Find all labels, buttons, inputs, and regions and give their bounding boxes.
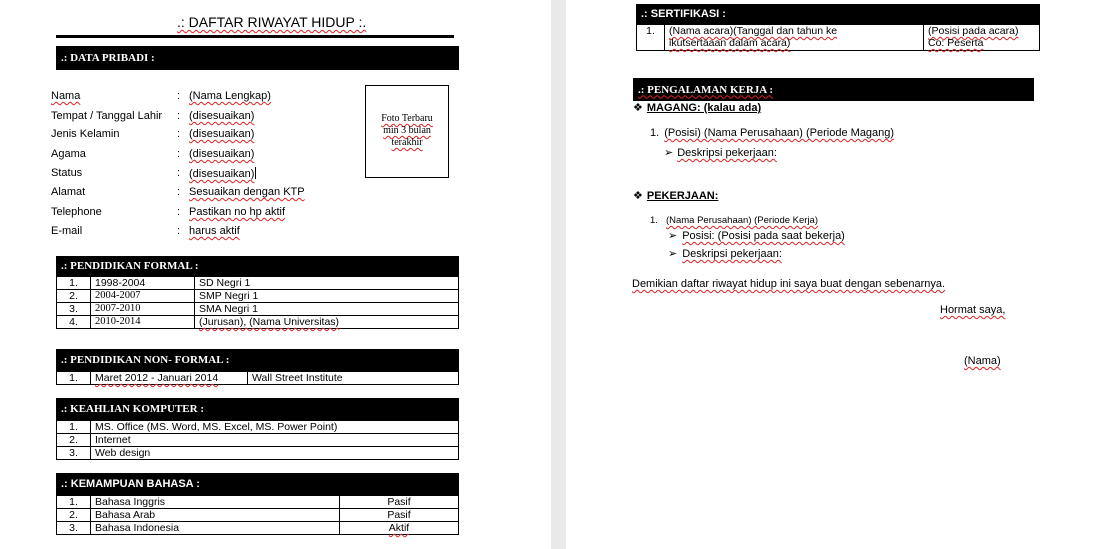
pekerjaan-item: 1. (Nama Perusahaan) (Periode Kerja) xyxy=(650,215,819,226)
table-row: 1. MS. Office (MS. Word, MS. Excel, MS. Power Point) xyxy=(57,421,459,434)
position-line: Co: Peserta xyxy=(928,37,984,49)
arrow-bullet-icon: ➢ xyxy=(664,147,674,159)
field-sep: : xyxy=(177,90,181,102)
field-value-telephone[interactable]: Pastikan no hp aktif xyxy=(189,206,286,218)
table-row: 3. Bahasa Indonesia Aktif xyxy=(57,522,459,535)
pengalaman-kerja-header: .: PENGALAMAN KERJA : xyxy=(633,78,1034,101)
table-row: 3. Web design xyxy=(57,447,459,460)
table-row: 2. Bahasa Arab Pasif xyxy=(57,509,459,522)
field-sep: : xyxy=(177,110,181,122)
position-line: (Posisi pada acara) xyxy=(928,25,1019,37)
field-value-nama[interactable]: (Nama Lengkap) xyxy=(189,90,271,102)
field-label-alamat: Alamat xyxy=(51,186,86,198)
table-row: 1. (Nama acara)(Tanggal dan tahun ke ikutsertaaan dalam acara) (Posisi pada acara) Co: Peserta xyxy=(637,25,1040,51)
page-right xyxy=(566,0,1115,549)
pendidikan-formal-table xyxy=(56,276,459,329)
field-sep: : xyxy=(177,225,181,237)
field-label-nama: Nama xyxy=(51,90,81,102)
field-sep: : xyxy=(177,128,181,140)
pekerjaan-posisi: ➢ Posisi: (Posisi pada saat bekerja) xyxy=(668,230,845,242)
field-value-email[interactable]: harus aktif xyxy=(189,225,240,237)
photo-caption-line: terakhir xyxy=(391,137,423,148)
kemampuan-bahasa-table xyxy=(56,495,459,535)
data-pribadi-header: .: DATA PRIBADI : xyxy=(56,46,459,70)
sertifikasi-header: .: SERTIFIKASI : xyxy=(636,4,1040,24)
keahlian-komputer-header: .: KEAHLIAN KOMPUTER : xyxy=(56,398,459,420)
field-sep: : xyxy=(177,148,181,160)
arrow-bullet-icon: ➢ xyxy=(668,248,678,260)
pendidikan-non-formal-table xyxy=(56,371,459,385)
field-value-ttl[interactable]: (disesuaikan) xyxy=(189,110,255,122)
magang-item: 1. (Posisi) (Nama Perusahaan) (Periode Magang) xyxy=(650,127,895,139)
pekerjaan-desc: ➢ Deskripsi pekerjaan: xyxy=(668,248,782,260)
closing-statement: Demikian daftar riwayat hidup ini saya buat dengan sebenarnya. xyxy=(632,278,946,290)
closing-regards: Hormat saya, xyxy=(940,304,1006,316)
field-value-status[interactable]: (disesuaikan) xyxy=(189,168,255,180)
field-value-alamat[interactable]: Sesuaikan dengan KTP xyxy=(189,186,305,198)
table-row: 2. 2004-2007 SMP Negri 1 xyxy=(57,290,459,303)
signature-name: (Nama) xyxy=(964,355,1001,367)
document-title: .: DAFTAR RIWAYAT HIDUP :. xyxy=(177,14,367,30)
diamond-bullet-icon: ❖ xyxy=(633,190,643,202)
table-row: 4. 2010-2014 (Jurusan), (Nama Universitas) xyxy=(57,316,459,329)
title-rule xyxy=(56,35,454,38)
field-label-jenis-kelamin: Jenis Kelamin xyxy=(51,128,120,140)
diamond-bullet-icon: ❖ xyxy=(633,102,643,114)
event-line: (Nama acara)(Tanggal dan tahun ke xyxy=(669,25,838,37)
magang-desc: ➢ Deskripsi pekerjaan: xyxy=(664,147,777,159)
field-sep: : xyxy=(177,167,181,179)
pekerjaan-heading: ❖ PEKERJAAN: xyxy=(633,190,719,202)
field-value-agama[interactable]: (disesuaikan) xyxy=(189,148,255,160)
pendidikan-non-formal-header: .: PENDIDIKAN NON- FORMAL : xyxy=(56,349,459,371)
field-label-status: Status xyxy=(51,167,83,179)
photo-placeholder[interactable] xyxy=(365,85,449,178)
photo-caption-line: Foto Terbaru xyxy=(381,113,433,124)
field-value-jenis-kelamin[interactable]: (disesuaikan) xyxy=(189,128,255,140)
pendidikan-formal-header: .: PENDIDIKAN FORMAL : xyxy=(56,256,459,276)
magang-heading: ❖ MAGANG: (kalau ada) xyxy=(633,102,762,114)
field-sep: : xyxy=(177,186,181,198)
table-row: 3. 2007-2010 SMA Negri 1 xyxy=(57,303,459,316)
table-row: 1. Maret 2012 - Januari 2014 Wall Street Institute xyxy=(57,372,459,385)
page-left xyxy=(0,0,551,549)
kemampuan-bahasa-header: .: KEMAMPUAN BAHASA : xyxy=(56,473,459,495)
field-sep: : xyxy=(177,206,181,218)
field-label-ttl: Tempat / Tanggal Lahir xyxy=(51,110,163,122)
arrow-bullet-icon: ➢ xyxy=(668,230,678,242)
event-line: ikutsertaaan dalam acara) xyxy=(669,37,791,49)
field-label-email: E-mail xyxy=(51,225,83,237)
field-label-agama: Agama xyxy=(51,148,86,160)
text-cursor xyxy=(255,167,256,179)
table-row: 1. Bahasa Inggris Pasif xyxy=(57,496,459,509)
photo-caption-line: min 3 bulan xyxy=(383,125,431,136)
table-row: 2. Internet xyxy=(57,434,459,447)
field-label-telephone: Telephone xyxy=(51,206,102,218)
keahlian-komputer-table xyxy=(56,420,459,460)
table-row: 1. 1998-2004 SD Negri 1 xyxy=(57,277,459,290)
sertifikasi-table xyxy=(636,24,1040,51)
